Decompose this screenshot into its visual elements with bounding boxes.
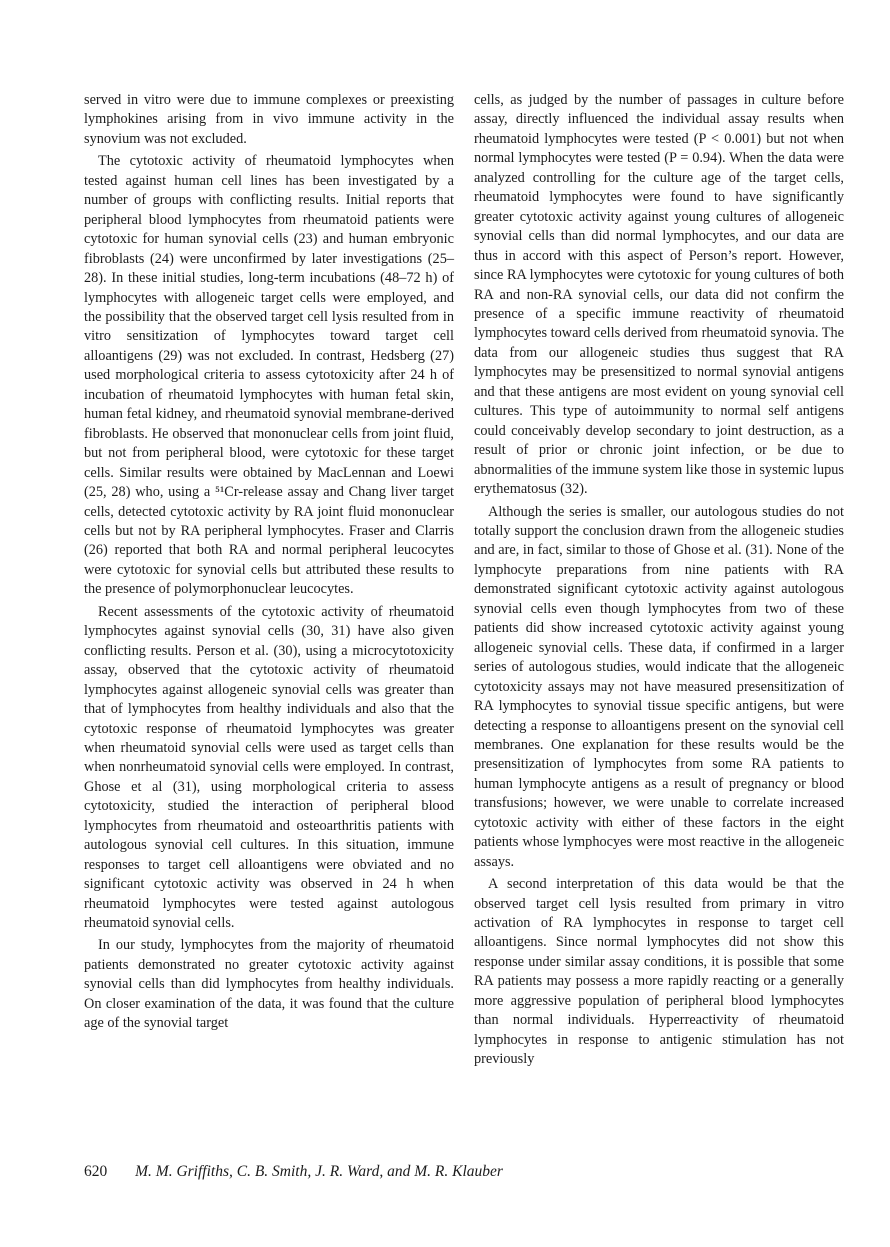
- paragraph-left-3: Recent assessments of the cytotoxic activity of rheumatoid lymphocytes against synovial cells (30, 31) have also given conflicting results. Person et al. (30), using a microcytotoxicity assay, observed that the cytotoxic activity of rheumatoid lymphocytes against allogeneic synovial cells was greater than that of lymphocytes from healthy individuals and also that the cytotoxic response of rheumatoid lymphocytes was greater when rheumatoid synovial cells were used as target cells than when nonrheumatoid synovial cells were employed. In contrast, Ghose et al (31), using morphological criteria to assess cytotoxicity, studied the interaction of peripheral blood lymphocytes from rheumatoid and osteoarthritis patients with autologous synovial cell cultures. In this situation, immune responses to target cell alloantigens were obviated and no significant cytotoxic activity was observed in 24 h when rheumatoid lymphocytes were tested against autologous rheumatoid synovial cells.: [84, 603, 454, 932]
- text-column-right: [474, 91, 844, 1070]
- text-column-left: [84, 91, 454, 1034]
- page-footer: [84, 1162, 844, 1182]
- paragraph-left-2: The cytotoxic activity of rheumatoid lymphocytes when tested against human cell lines has been investigated by a number of groups with conflicting results. Initial reports that peripheral blood lymphocytes from rheumatoid patients were cytotoxic for human synovial cells (23) and human embryonic fibroblasts (24) were unconfirmed by later investigations (25–28). In these initial studies, long-term incubations (48–72 h) of lymphocytes with allogeneic target cells were employed, and the possibility that the observed target cell lysis resulted from in vitro sensitization of lymphocytes toward target cell alloantigens (29) was not excluded. In contrast, Hedsberg (27) used morphological criteria to assess cytotoxicity after 24 h of incubation of rheumatoid lymphocytes with human fetal skin, human fetal kidney, and rheumatoid synovial membrane-derived fibroblasts. He observed that mononuclear cells from joint fluid, but not from peripheral blood, were cytotoxic for these target cells. Similar results were obtained by MacLennan and Loewi (25, 28) who, using a ⁵¹Cr-release assay and Chang liver target cells, detected cytotoxic activity by RA joint fluid mononuclear cells but not by RA peripheral lymphocytes. Fraser and Clarris (26) reported that both RA and normal peripheral leucocytes were cytotoxic for synovial cells but attributed these results to the presence of polymorphonuclear leucocytes.: [84, 153, 454, 598]
- paragraph-right-2: Although the series is smaller, our autologous studies do not totally support the conclusion drawn from the allogeneic studies and are, in fact, similar to those of Ghose et al. (31). None of the lymphocyte preparations from nine patients with RA demonstrated significant cytotoxic activity against autologous synovial cells even though lymphocytes from two of these patients did show increased cytotoxic activity against young allogeneic synovial cells. These data, if confirmed in a larger series of autologous studies, would indicate that the allogeneic cytotoxicity assays may not have measured presensitization of RA lymphocytes to synovial tissue specific antigens, but were detecting a response to alloantigens present on the synovial cell membranes. One explanation for these results would be the presensitization of lymphocytes from some RA patients to human lymphocyte antigens as a result of pregnancy or blood transfusions; however, we were unable to correlate increased cytotoxic activity with either of these factors in the eight patients whose lymphocyes were most reactive in the allogeneic assays.: [474, 503, 844, 870]
- running-authors: M. M. Griffiths, C. B. Smith, J. R. Ward, and M. R. Klauber: [135, 1163, 503, 1180]
- paragraph-right-1: cells, as judged by the number of passages in culture before assay, directly influenced the individual assay results when rheumatoid lymphocytes were tested (P < 0.001) but not when normal lymphocytes were tested (P = 0.94). When the data were analyzed controlling for the culture age of the target cells, rheumatoid lymphocytes were found to have significantly greater cytotoxic activity against young cultures of allogeneic synovial cells than did normal lymphocytes, and our data are thus in accord with this aspect of Person’s report. However, since RA lymphocytes were cytotoxic for young cultures of both RA and non-RA synovial cells, our data did not confirm the presence of a specific immune reactivity of rheumatoid lymphocytes toward cells derived from rheumatoid synovia. The data from our allogeneic studies thus suggest that RA lymphocytes may be presensitized to normal synovial antigens and that these antigens are most evident on young synovial cell cultures. This type of autoimmunity to normal self antigens could conceivably develop secondary to joint destruction, as a result of prior or chronic joint infection, or be due to abnormalities of the immune system like those in systemic lupus erythematosus (32).: [474, 92, 844, 498]
- page-number: 620: [84, 1163, 108, 1180]
- paragraph-left-1: served in vitro were due to immune complexes or preexisting lymphokines arising from in vivo immune activity in the synovium was not excluded.: [84, 92, 454, 147]
- paragraph-left-4: In our study, lymphocytes from the majority of rheumatoid patients demonstrated no greater cytotoxic activity against synovial cells than did lymphocytes from healthy individuals. On closer examination of the data, it was found that the culture age of the synovial target: [84, 937, 454, 1032]
- paragraph-right-3: A second interpretation of this data would be that the observed target cell lysis resulted from primary in vitro activation of RA lymphocytes in response to target cell alloantigens. Since normal lymphocytes did not show this response under similar assay conditions, it is possible that some RA patients may possess a more rapidly reacting or a generally more aggressive population of peripheral blood lymphocytes than normal individuals. Hyperreactivity of rheumatoid lymphocytes in response to antigenic stimulation has not previously: [474, 876, 844, 1068]
